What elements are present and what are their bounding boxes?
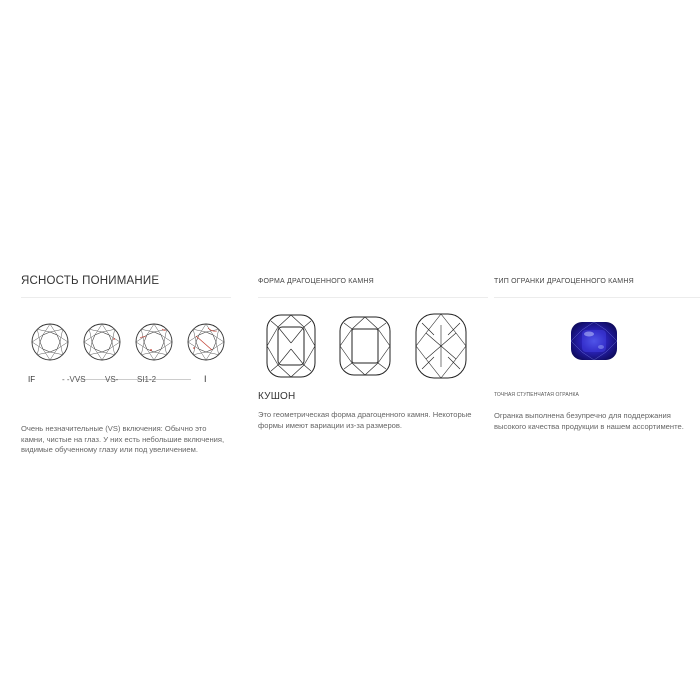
clarity-scale-labels bbox=[21, 372, 231, 386]
scale-label-if: IF bbox=[28, 375, 36, 384]
cut-caption: ТОЧНАЯ СТУПЕНЧАТАЯ ОГРАНКА bbox=[494, 392, 579, 398]
cut-divider bbox=[494, 297, 700, 298]
cut-title: ТИП ОГРАНКИ ДРАГОЦЕННОГО КАМНЯ bbox=[494, 278, 634, 285]
cut-section bbox=[494, 270, 700, 432]
shape-section bbox=[258, 270, 478, 431]
scale-label-vvs: - -VVS bbox=[62, 375, 86, 384]
scale-label-vs: VS- bbox=[105, 375, 119, 384]
shape-divider bbox=[258, 297, 488, 298]
clarity-description: Очень незначительные (VS) включения: Обычно это камни, чистые на глаз. У них есть небольшие включения, видимые обученному глазу или под увеличением. bbox=[21, 424, 225, 455]
clarity-vvs-diamond-icon bbox=[84, 324, 120, 360]
cushion-shapes-graphic bbox=[258, 313, 478, 383]
clarity-scale-graphic bbox=[21, 312, 231, 372]
shape-name: КУШОН bbox=[258, 391, 296, 402]
shape-title: ФОРМА ДРАГОЦЕННОГО КАМНЯ bbox=[258, 278, 374, 285]
clarity-title: ЯСНОСТЬ ПОНИМАНИЕ bbox=[21, 275, 160, 287]
clarity-si-diamond-icon bbox=[188, 324, 224, 360]
clarity-if-diamond-icon bbox=[32, 324, 68, 360]
sapphire-photo bbox=[569, 319, 619, 363]
cushion-outline-icon bbox=[340, 317, 390, 375]
cushion-outline-icon bbox=[267, 315, 315, 377]
cushion-outline-icon bbox=[416, 314, 466, 378]
shape-description: Это геометрическая форма драгоценного камня. Некоторые формы имеют вариации из-за размеров. bbox=[258, 410, 472, 430]
scale-label-i: I bbox=[204, 374, 207, 384]
clarity-vs-diamond-icon bbox=[136, 324, 172, 360]
clarity-section bbox=[21, 270, 246, 456]
clarity-divider bbox=[21, 297, 231, 298]
cut-description: Огранка выполнена безупречно для поддержания высокого качества продукции в нашем ассортименте. bbox=[494, 411, 684, 431]
scale-label-si: SI1-2 bbox=[137, 375, 157, 384]
